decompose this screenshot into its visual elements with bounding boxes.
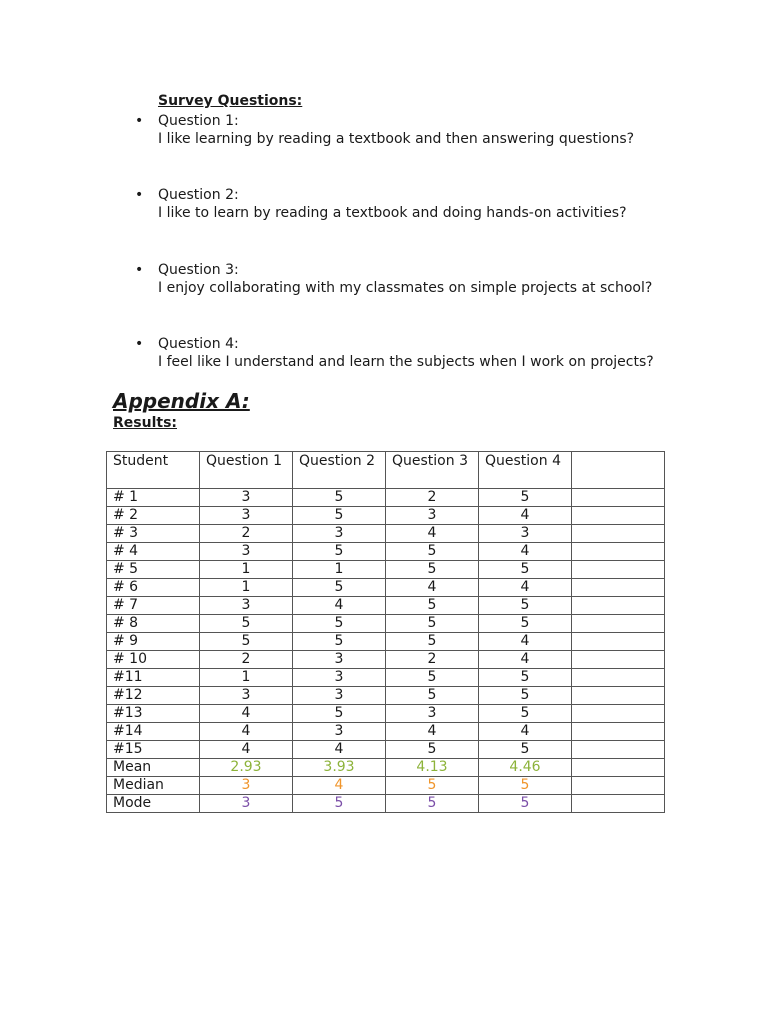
score-cell: 5 [293, 579, 386, 597]
empty-cell [572, 669, 665, 687]
score-cell: 5 [293, 543, 386, 561]
table-row [107, 687, 665, 705]
student-cell: # 8 [107, 615, 200, 633]
empty-cell [572, 723, 665, 741]
student-cell: #12 [107, 687, 200, 705]
table-row [107, 705, 665, 723]
empty-cell [572, 651, 665, 669]
score-cell: 4 [479, 651, 572, 669]
score-cell: 3 [200, 507, 293, 525]
mode-row [107, 795, 665, 813]
mean-cell: 2.93 [200, 759, 293, 777]
score-cell: 4 [479, 543, 572, 561]
empty-cell [572, 705, 665, 723]
score-cell: 4 [293, 597, 386, 615]
score-cell: 5 [386, 543, 479, 561]
question-text: I enjoy collaborating with my classmates on simple projects at school? [158, 280, 653, 296]
table-row [107, 507, 665, 525]
mode-cell: 5 [293, 795, 386, 813]
mode-cell: 5 [479, 795, 572, 813]
question-2 [113, 186, 673, 222]
header-cell [572, 452, 665, 489]
score-cell: 3 [200, 489, 293, 507]
bullet-icon: • [135, 262, 144, 278]
question-text: I feel like I understand and learn the subjects when I work on projects? [158, 354, 654, 370]
header-cell: Question 1 [200, 452, 293, 489]
results-label: Results: [113, 415, 177, 431]
score-cell: 5 [479, 687, 572, 705]
score-cell: 2 [386, 489, 479, 507]
score-cell: 4 [479, 633, 572, 651]
score-cell: 5 [386, 669, 479, 687]
score-cell: 5 [479, 615, 572, 633]
median-cell: 5 [386, 777, 479, 795]
score-cell: 5 [293, 705, 386, 723]
score-cell: 2 [386, 651, 479, 669]
median-cell: 4 [293, 777, 386, 795]
score-cell: 1 [293, 561, 386, 579]
student-cell: # 7 [107, 597, 200, 615]
score-cell: 5 [386, 687, 479, 705]
table-row [107, 489, 665, 507]
score-cell: 5 [293, 489, 386, 507]
empty-cell [572, 741, 665, 759]
score-cell: 2 [200, 525, 293, 543]
mean-cell: 4.46 [479, 759, 572, 777]
score-cell: 5 [479, 597, 572, 615]
mean-cell: 3.93 [293, 759, 386, 777]
question-text: I like learning by reading a textbook and then answering questions? [158, 131, 635, 147]
score-cell: 5 [386, 633, 479, 651]
score-cell: 5 [479, 561, 572, 579]
empty-cell [572, 759, 665, 777]
student-cell: #15 [107, 741, 200, 759]
appendix-title: Appendix A: [113, 389, 250, 413]
mean-cell: 4.13 [386, 759, 479, 777]
table-row [107, 579, 665, 597]
student-cell: # 6 [107, 579, 200, 597]
survey-heading: Survey Questions: [158, 93, 303, 109]
score-cell: 4 [200, 705, 293, 723]
score-cell: 4 [293, 741, 386, 759]
score-cell: 3 [293, 687, 386, 705]
empty-cell [572, 633, 665, 651]
score-cell: 3 [386, 507, 479, 525]
student-cell: #13 [107, 705, 200, 723]
score-cell: 5 [293, 615, 386, 633]
empty-cell [572, 795, 665, 813]
student-cell: #11 [107, 669, 200, 687]
student-cell: # 2 [107, 507, 200, 525]
empty-cell [572, 777, 665, 795]
student-cell: # 10 [107, 651, 200, 669]
score-cell: 4 [479, 507, 572, 525]
score-cell: 3 [479, 525, 572, 543]
header-cell: Question 2 [293, 452, 386, 489]
score-cell: 5 [293, 507, 386, 525]
student-cell: # 4 [107, 543, 200, 561]
score-cell: 4 [479, 723, 572, 741]
score-cell: 5 [293, 633, 386, 651]
table-header-row [107, 452, 665, 489]
score-cell: 3 [386, 705, 479, 723]
table-row [107, 525, 665, 543]
table-row [107, 597, 665, 615]
empty-cell [572, 525, 665, 543]
score-cell: 5 [386, 597, 479, 615]
median-cell: 5 [479, 777, 572, 795]
score-cell: 3 [293, 669, 386, 687]
student-cell: # 9 [107, 633, 200, 651]
question-4 [113, 335, 673, 371]
summary-label: Median [107, 777, 200, 795]
median-cell: 3 [200, 777, 293, 795]
bullet-icon: • [135, 113, 144, 129]
table-row [107, 651, 665, 669]
question-label: Question 3: [158, 262, 239, 278]
student-cell: # 3 [107, 525, 200, 543]
header-cell: Student [107, 452, 200, 489]
score-cell: 5 [386, 741, 479, 759]
score-cell: 4 [200, 741, 293, 759]
score-cell: 4 [479, 579, 572, 597]
score-cell: 3 [293, 525, 386, 543]
student-cell: #14 [107, 723, 200, 741]
bullet-icon: • [135, 336, 144, 352]
question-text: I like to learn by reading a textbook and doing hands-on activities? [158, 205, 627, 221]
score-cell: 5 [200, 633, 293, 651]
empty-cell [572, 687, 665, 705]
summary-label: Mode [107, 795, 200, 813]
empty-cell [572, 543, 665, 561]
question-1 [113, 112, 673, 148]
empty-cell [572, 615, 665, 633]
mode-cell: 5 [386, 795, 479, 813]
question-label: Question 1: [158, 113, 239, 129]
empty-cell [572, 597, 665, 615]
empty-cell [572, 579, 665, 597]
score-cell: 5 [479, 489, 572, 507]
score-cell: 1 [200, 561, 293, 579]
score-cell: 5 [200, 615, 293, 633]
score-cell: 3 [293, 651, 386, 669]
bullet-icon: • [135, 187, 144, 203]
score-cell: 5 [386, 561, 479, 579]
header-cell: Question 3 [386, 452, 479, 489]
score-cell: 4 [386, 525, 479, 543]
score-cell: 1 [200, 669, 293, 687]
student-cell: # 1 [107, 489, 200, 507]
table-row [107, 723, 665, 741]
results-table [106, 451, 665, 813]
table-row [107, 741, 665, 759]
score-cell: 4 [386, 579, 479, 597]
empty-cell [572, 489, 665, 507]
median-row [107, 777, 665, 795]
score-cell: 5 [479, 741, 572, 759]
table-row [107, 615, 665, 633]
mode-cell: 3 [200, 795, 293, 813]
score-cell: 2 [200, 651, 293, 669]
question-label: Question 4: [158, 336, 239, 352]
score-cell: 3 [200, 543, 293, 561]
score-cell: 3 [200, 597, 293, 615]
score-cell: 3 [293, 723, 386, 741]
empty-cell [572, 507, 665, 525]
score-cell: 4 [386, 723, 479, 741]
table-row [107, 561, 665, 579]
student-cell: # 5 [107, 561, 200, 579]
table-row [107, 669, 665, 687]
score-cell: 5 [386, 615, 479, 633]
score-cell: 5 [479, 705, 572, 723]
question-3 [113, 261, 673, 297]
score-cell: 4 [200, 723, 293, 741]
empty-cell [572, 561, 665, 579]
score-cell: 3 [200, 687, 293, 705]
question-label: Question 2: [158, 187, 239, 203]
table-row [107, 633, 665, 651]
table-row [107, 543, 665, 561]
score-cell: 1 [200, 579, 293, 597]
mean-row [107, 759, 665, 777]
score-cell: 5 [479, 669, 572, 687]
summary-label: Mean [107, 759, 200, 777]
header-cell: Question 4 [479, 452, 572, 489]
